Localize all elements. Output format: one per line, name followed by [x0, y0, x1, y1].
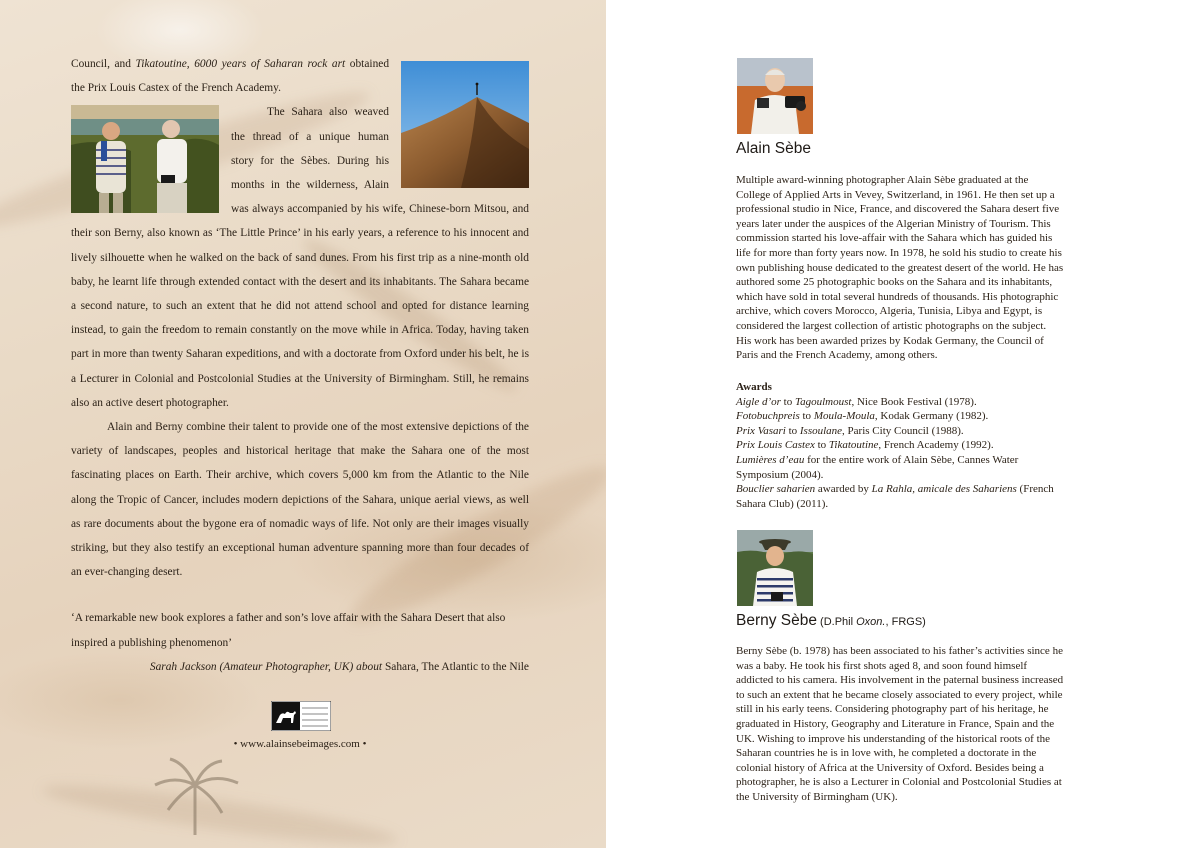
awards-list: [736, 395, 1064, 512]
attribution-book: Sahara: [384, 660, 416, 673]
alain-portrait: [737, 58, 813, 134]
award-item: Aigle d’or to Tagoulmoust, Nice Book Festival (1978).: [736, 395, 977, 408]
award-item: Prix Vasari to Issoulane, Paris City Council (1988).: [736, 424, 964, 437]
press-quote: ‘A remarkable new book explores a father and son’s love affair with the Sahara Desert that also inspired a publishing phenomenon’: [71, 612, 506, 649]
berny-credentials: (D.Phil Oxon., FRGS): [817, 616, 926, 628]
attribution-author: Sarah Jackson (Amateur Photographer, UK) about: [149, 660, 385, 673]
awards-heading: Awards: [736, 381, 772, 393]
paragraph-3: Alain and Berny combine their talent to provide one of the most extensive depictions of the variety of landscapes, peoples and historical heritage that make the Sahara one of the most fascinating places on Earth. Their archive, which covers 5,000 km from the Atlantic to the Nile along the Tropic of Cancer, includes modern depictions of the Sahara, unique aerial views, as well as rare documents about the bygone era of nomadic ways of life. Not only are their images visually striking, but they also testify an exceptional human adventure spanning more than four decades of an ever-changing desert.: [71, 421, 529, 579]
p1-part1: Council, and: [71, 58, 136, 70]
award-item: Lumières d’eau for the entire work of Alain Sèbe, Cannes Water Symposium (2004).: [736, 453, 1019, 481]
quote-attribution: [71, 655, 529, 679]
left-page-text: [71, 52, 529, 679]
father-son-photo: [71, 105, 219, 213]
award-item: Prix Louis Castex to Tikatoutine, French Academy (1992).: [736, 439, 994, 452]
alain-bio: Multiple award-winning photographer Alain Sèbe graduated at the College of Applied Arts in Vevey, Switzerland, in 1961. He then set up a professional studio in Nice, France, and discovered the Sahara desert five years later under the auspices of the Algerian Ministry of Tourism. This commission started his love-affair with the Sahara which has guided his life for more than forty years now. In 1978, he sold his studio to create his own publishing house dedicated to the greatest desert of the world. He has authored some 25 photographic books on the Sahara and its inhabitants, which have sold in total several hundreds of thousands. His photographic archive, which covers Morocco, Algeria, Tunisia, Libya and Egypt, is considered the largest collection of artistic photographs on the subject. His work has been awarded prizes by Kodak Germany, the Council of Paris and the French Academy, among others.: [736, 174, 1064, 362]
berny-portrait: [737, 530, 813, 606]
right-page: [606, 0, 1200, 848]
award-item: Bouclier saharien awarded by La Rahla, amicale des Sahariens (French Sahara Club) (2011).: [736, 483, 1054, 510]
paragraph-2-text: The Sahara also weaved the thread of a unique human story for the Sèbes. During his months in the wilderness, Alain was always accompanied by his wife, Chinese-born Mitsou, and their son Berny, also known as ‘The Little Prince’ in his early years, a reference to his innocent and lively silhouette when he walked on the back of sand dunes. From his first trip as a nine-month old baby, he learnt life through extended contact with the desert and its inhabitants. The Sahara became a second nature, to such an extent that he did not attend school and opted for distance learning instead, to gain the freedom to remain constantly on the move while in Africa. Today, having taken part in more than twenty Saharan expeditions, and with a doctorate from Oxford under his belt, he is a Lecturer in Colonial and Postcolonial Studies at the University of Birmingham. Still, he remains also an active desert photographer.: [71, 106, 529, 409]
alain-name: Alain Sèbe: [736, 140, 811, 157]
berny-bio: Berny Sèbe (b. 1978) has been associated to his father’s activities since he was a baby. He took his first shots aged 8, and soon found himself addicted to his camera. His involvement in the paternal business increased to such an extent that he became closely associated to every project, while still in his early teens. Considering photography part of his heritage, he graduated in History, Geography and Literature in France, Spain and the UK. Wishing to improve his understanding of the historical roots of the Saharan countries he is in love with, he completed a doctorate in the colonial history of Africa at the University of Oxford. Besides being a photographer, he is also a Lecturer in Colonial and Postcolonial Studies at the University of Birmingham (UK).: [736, 645, 1064, 803]
attribution-rest: , The Atlantic to the Nile: [415, 660, 529, 673]
publisher-logo: [271, 701, 331, 731]
palm-tree-icon: [150, 755, 240, 835]
award-item: Fotobuchpreis to Moula-Moula, Kodak Germany (1982).: [736, 410, 989, 423]
awards-section: [736, 380, 1064, 511]
p1-book-title: Tikatoutine, 6000 years of Saharan rock art: [135, 58, 346, 70]
p1-part2: obtained the Prix Louis Castex of the French Academy.: [71, 58, 390, 95]
berny-name-text: Berny Sèbe: [736, 612, 817, 629]
website-link[interactable]: • www.alainsebeimages.com •: [233, 738, 367, 750]
berny-name: [736, 612, 926, 630]
dune-photo: [401, 61, 529, 188]
